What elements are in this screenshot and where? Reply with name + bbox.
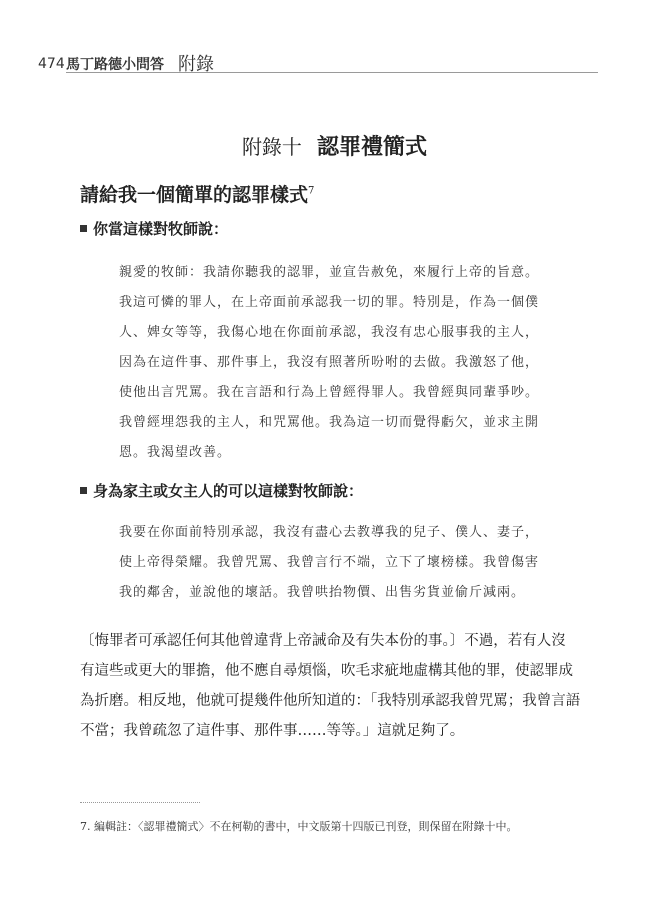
chapter-title	[0, 130, 669, 161]
section-heading	[80, 180, 314, 207]
page-number: 474	[38, 56, 65, 72]
section-heading-text: 請給我一個簡單的認罪樣式	[80, 184, 309, 206]
running-header	[38, 50, 598, 75]
footnote-reference: 7	[308, 185, 315, 197]
section-tag: 附錄	[178, 54, 214, 75]
chapter-name: 認罪禮簡式	[317, 134, 428, 160]
bullet-square-icon	[80, 487, 87, 494]
chapter-prefix: 附錄十	[241, 135, 302, 159]
text-line: 有這些或更大的罪擔，他不應自尋煩惱，吹毛求疵地虛構其他的罪，使認罪成	[80, 663, 573, 679]
footnote: 7. 編輯註：〈認罪禮簡式〉不在柯勒的書中，中文版第十四版已刊登，則保留在附錄十中。	[80, 820, 518, 833]
text-line: 我曾經埋怨我的主人，和咒罵他。我為這一切而覺得虧欠，並求主開	[119, 415, 540, 430]
text-line: 不當；我曾疏忽了這件事、那件事……等等。」這就足夠了。	[80, 723, 465, 739]
subsection-heading	[80, 218, 228, 239]
text-line: 使他出言咒罵。我在言語和行為上曾經得罪人。我曾經與同輩爭吵。	[119, 385, 540, 400]
text-line: 恩。我渴望改善。	[119, 445, 232, 460]
subsection-heading-text: 你當這樣對牧師說：	[93, 220, 229, 238]
text-line: 因為在這件事、那件事上，我沒有照著所吩咐的去做。我激怒了他，	[119, 355, 540, 370]
header-rule	[66, 72, 598, 73]
text-line: 人、婢女等等，我傷心地在你面前承認，我沒有忠心服事我的主人，	[119, 325, 540, 340]
subsection-heading	[80, 480, 363, 501]
text-line: 為折磨。相反地，他就可提幾件他所知道的：「我特別承認我曾咒罵；我曾言語	[80, 693, 581, 709]
text-line: 親愛的牧師：我請你聽我的認罪，並宣告赦免，來履行上帝的旨意。	[119, 265, 540, 280]
text-line: 使上帝得榮耀。我曾咒罵、我曾言行不端，立下了壞榜樣。我曾傷害	[119, 555, 540, 570]
text-line: 我的鄰舍，並說他的壞話。我曾哄抬物價、出售劣貨並偷斤減兩。	[119, 585, 526, 600]
book-title: 馬丁路德小問答	[66, 57, 164, 73]
bullet-square-icon	[80, 225, 87, 232]
footnote-divider	[80, 802, 200, 803]
subsection-heading-text: 身為家主或女主人的可以這樣對牧師說：	[93, 482, 364, 500]
confession-text-servant	[119, 258, 559, 468]
text-line: 〔悔罪者可承認任何其他曾違背上帝誡命及有失本份的事。〕不過，若有人沒	[80, 633, 566, 649]
text-line: 我要在你面前特別承認，我沒有盡心去教導我的兒子、僕人、妻子，	[119, 525, 540, 540]
instruction-paragraph	[80, 626, 590, 746]
text-line: 我這可憐的罪人，在上帝面前承認我一切的罪。特別是，作為一個僕	[119, 295, 540, 310]
confession-text-householder	[119, 518, 559, 608]
